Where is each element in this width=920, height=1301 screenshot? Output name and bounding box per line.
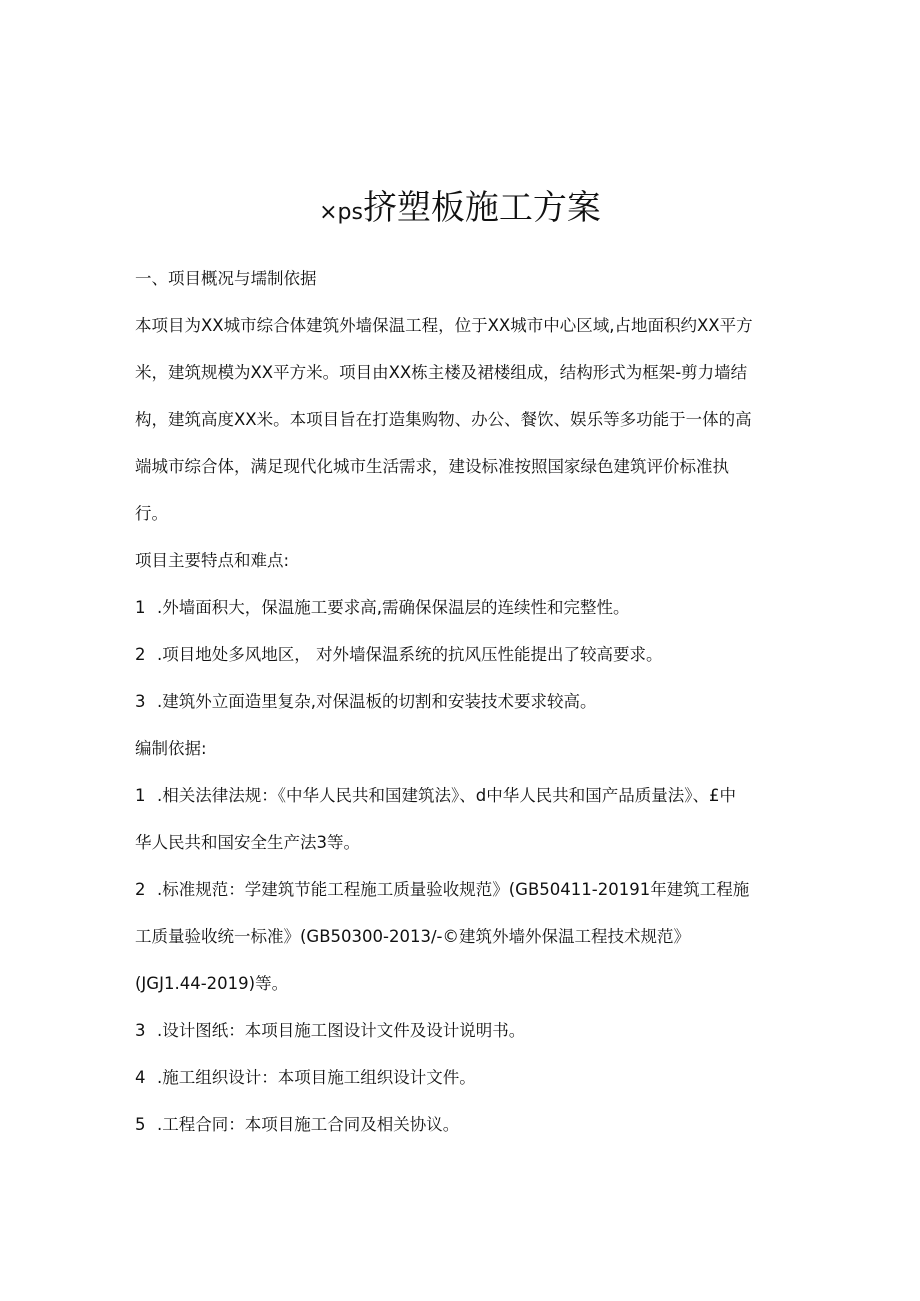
basis-item: [135, 772, 785, 819]
document-title: [0, 183, 920, 238]
item-text: .标准规范：学建筑节能工程施工质量验收规范》(GB50411-20191年建筑工程施: [157, 880, 750, 899]
title-prefix: ×ps: [319, 200, 363, 225]
intro-line-3: 构，建筑高度XX米。本项目旨在打造集购物、办公、餐饮、娱乐等多功能于一体的高: [135, 410, 752, 429]
item-text: .项目地处多风地区， 对外墙保温系统的抗风压性能提出了较高要求。: [157, 645, 663, 664]
intro-line-4: 端城市综合体，满足现代化城市生活需求，建设标准按照国家绿色建筑评价标准执: [135, 457, 729, 476]
feature-item: [135, 584, 785, 631]
item-text: .施工组织设计：本项目施工组织设计文件。: [157, 1068, 476, 1087]
item-number: 3: [135, 1021, 146, 1040]
feature-item: [135, 631, 785, 678]
basis-item-continuation: 华人民共和国安全生产法3等。: [135, 833, 360, 852]
basis-item-continuation: (JGJ1.44-2019)等。: [135, 974, 289, 993]
intro-line-5: 行。: [135, 504, 168, 523]
item-number: 1: [135, 598, 146, 617]
basis-item: [135, 1054, 785, 1101]
item-number: 2: [135, 880, 146, 899]
item-number: 2: [135, 645, 146, 664]
item-text: .外墙面积大，保温施工要求高,需确保保温层的连续性和完整性。: [157, 598, 630, 617]
document-body: [135, 255, 785, 1148]
section-heading: 一、项目概况与壖制依据: [135, 269, 317, 288]
item-text: .工程合同：本项目施工合同及相关协议。: [157, 1115, 460, 1134]
basis-item: [135, 1007, 785, 1054]
feature-item: [135, 678, 785, 725]
features-heading: 项目主要特点和难点:: [135, 551, 290, 570]
intro-line-2: 米，建筑规模为XX平方米。项目由XX栋主楼及裙楼组成，结构形式为框架-剪力墙结: [135, 363, 748, 382]
item-number: 5: [135, 1115, 146, 1134]
basis-heading: 编制依据:: [135, 739, 207, 758]
title-main: 挤塑板施工方案: [362, 188, 601, 228]
item-text: .建筑外立面造里复杂,对保温板的切割和安装技术要求较高。: [157, 692, 597, 711]
item-number: 3: [135, 692, 146, 711]
basis-item: [135, 866, 785, 913]
item-number: 1: [135, 786, 146, 805]
item-text: .相关法律法规：《中华人民共和国建筑法》、d中华人民共和国产品质量法》、£中: [157, 786, 736, 805]
item-number: 4: [135, 1068, 146, 1087]
basis-item: [135, 1101, 785, 1148]
item-text: .设计图纸：本项目施工图设计文件及设计说明书。: [157, 1021, 526, 1040]
intro-line-1: 本项目为XX城市综合体建筑外墙保温工程，位于XX城市中心区域,占地面积约XX平方: [135, 316, 753, 335]
basis-item-continuation: 工质量验收统一标准》(GB50300-2013∕-©建筑外墙外保温工程技术规范》: [135, 927, 690, 946]
